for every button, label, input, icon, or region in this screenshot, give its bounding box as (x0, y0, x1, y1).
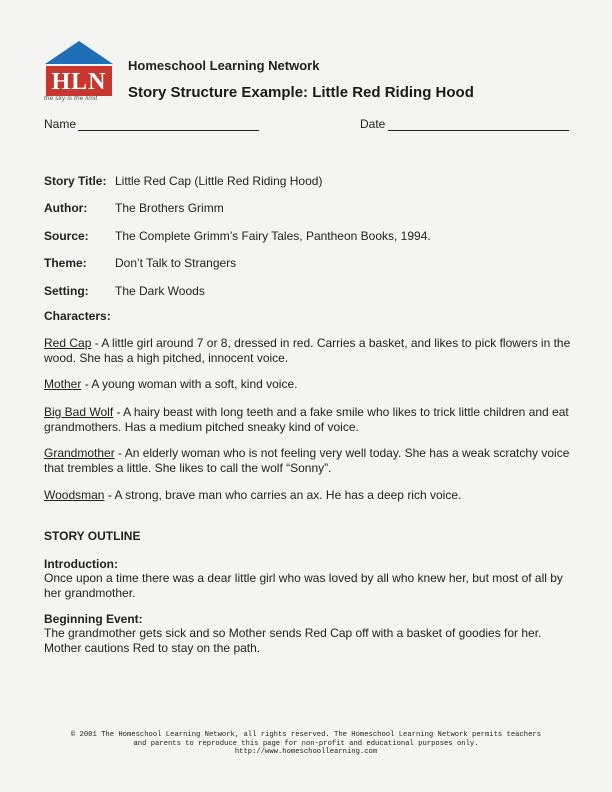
character-name: Grandmother (44, 446, 115, 460)
logo-letters: HLN (51, 69, 107, 95)
copyright-footer (30, 731, 582, 757)
character-entry (44, 377, 574, 392)
org-name: Homeschool Learning Network (128, 58, 320, 73)
footer-url[interactable]: http://www.homeschoollearning.com (234, 748, 378, 756)
character-desc: - A strong, brave man who carries an ax. He has a deep rich voice. (104, 488, 462, 502)
theme-label: Theme: (44, 256, 87, 270)
character-desc: - A hairy beast with long teeth and a fake smile who likes to trick little children and eat grandmothers. Has a medium pitched sneaky kind of voice. (44, 405, 569, 434)
character-name: Big Bad Wolf (44, 405, 114, 419)
page-title: Story Structure Example: Little Red Riding Hood (128, 84, 474, 101)
source-label: Source: (44, 229, 89, 243)
author-value: The Brothers Grimm (115, 201, 224, 215)
date-label: Date (360, 117, 386, 131)
characters-heading: Characters: (44, 309, 111, 323)
character-name: Mother (44, 377, 82, 391)
outline-section-heading: Introduction: (44, 557, 118, 571)
outline-section-heading: Beginning Event: (44, 612, 143, 626)
story-title-label: Story Title: (44, 174, 107, 188)
story-title-value: Little Red Cap (Little Red Riding Hood) (115, 174, 323, 188)
character-entry (44, 446, 574, 476)
name-label: Name (44, 117, 77, 131)
outline-section-text: Once upon a time there was a dear little girl who was loved by all who knew her, but most of all by her grandmother. (44, 571, 563, 600)
character-desc: - An elderly woman who is not feeling very well today. She has a weak scratchy voice that trembles a little. She likes to call the wolf “Sonny”. (44, 446, 570, 475)
theme-value: Don’t Talk to Strangers (115, 256, 237, 270)
setting-label: Setting: (44, 284, 89, 298)
setting-value: The Dark Woods (115, 284, 205, 298)
author-label: Author: (44, 201, 88, 215)
character-entry (44, 336, 574, 366)
character-desc: - A young woman with a soft, kind voice. (81, 377, 298, 391)
character-entry (44, 488, 574, 503)
character-desc: - A little girl around 7 or 8, dressed in red. Carries a basket, and likes to pick flowers in the wood. She has a high pitched, innocent voice. (44, 336, 571, 365)
date-line[interactable] (388, 130, 569, 131)
outline-section-text: The grandmother gets sick and so Mother sends Red Cap off with a basket of goodies for her. Mother cautions Red to stay on the path. (44, 626, 542, 655)
outline-heading: STORY OUTLINE (44, 529, 141, 543)
character-name: Woodsman (44, 488, 105, 502)
source-value: The Complete Grimm’s Fairy Tales, Pantheon Books, 1994. (115, 229, 431, 243)
logo-tagline: the sky is the limit (44, 95, 98, 102)
footer-line-1: © 2001 The Homeschool Learning Network, all rights reserved. The Homeschool Learning Network permits teachers (70, 731, 542, 739)
footer-line-2: and parents to reproduce this page for non-profit and educational purposes only. (133, 739, 479, 748)
character-entry (44, 405, 574, 435)
character-name: Red Cap (44, 336, 92, 350)
name-line[interactable] (78, 130, 259, 131)
